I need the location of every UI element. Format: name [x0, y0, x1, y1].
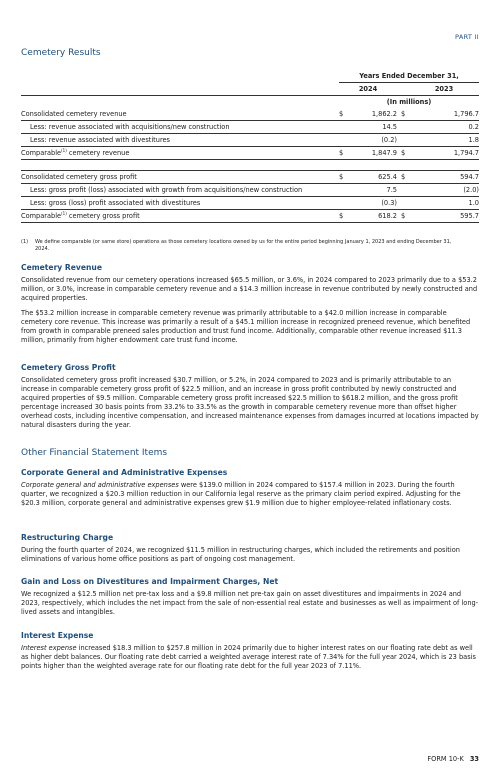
table-row-total: Comparable$^{(1)}$ cemetery revenue $ 1,847.9 $ 1,794.7 [21, 148, 479, 158]
cemetery-gross-profit-section [21, 363, 479, 430]
page-number: 33 [469, 755, 479, 763]
table-row-total: Comparable$^{(1)}$ cemetery gross profit $ 618.2 $ 595.7 [21, 211, 479, 221]
paragraph: We recognized a $12.5 million net pre-tax loss and a $9.8 million net pre-tax gain on asset divestitures and impairments in 2024 and 2023, respectively, which includes the net impact from the sale of non-essential real estate and businesses as well as impairment of long-lived assets and intangibles. [21, 590, 479, 616]
table-row: Less: gross (loss) profit associated with divestitures (0.3) 1.0 [21, 197, 479, 210]
table-header-row [21, 70, 479, 83]
interest-expense-section [21, 631, 479, 671]
form-label: FORM 10-K [427, 755, 464, 763]
col-2024: 2024 [339, 83, 397, 96]
part-label: PART II [455, 33, 479, 41]
paragraph: The $53.2 million increase in comparable cemetery revenue was primarily attributable to a $42.0 million increase in comparable cemetery core revenue. This increase was primarily a result of a $45.1 million increase in recognized preneed revenue, which benefited from growth in comparable preneed sales production and trust fund income. Additionally, comparable other revenue increased $11.3 million, primarily from higher endowment care trust fund income. [21, 309, 471, 344]
table-row: Consolidated cemetery gross profit $ 625.4 $ 594.7 [21, 171, 479, 184]
page-footer [427, 755, 479, 763]
paragraph: Interest expense increased $18.3 million to $257.8 million in 2024 primarily due to higher interest rates on our floating rate debt as well as higher debt balances. Our floating rate debt carried a weighted average interest rate of 7.34% for the full year 2024, which is 23 basis points higher than the weighted average rate for our floating rate debt for the full year 2023 of 7.11%. [21, 644, 476, 670]
footnote-text: We define comparable (or same store) operations as those cemetery locations owned by us for the entire period beginning January 1, 2023 and ending December 31, 2024. [35, 239, 452, 252]
table-row: Less: revenue associated with divestitures (0.2) 1.8 [21, 134, 479, 147]
cemetery-revenue-section [21, 263, 479, 345]
restructuring-section [21, 533, 479, 564]
section-heading: Corporate General and Administrative Expenses [21, 468, 228, 477]
footnote [21, 239, 461, 253]
cemetery-results-title: Cemetery Results [21, 48, 101, 58]
paragraph: Consolidated revenue from our cemetery operations increased $65.5 million, or 3.6%, in 2024 compared to 2023 primarily due to a $53.2 million, or 3.0%, increase in comparable cemetery revenue and a $14.3 million increase in revenue contributed by newly constructed and acquired properties. [21, 276, 478, 302]
table-row: Consolidated cemetery revenue $ 1,862.2 $ 1,796.7 [21, 108, 479, 121]
section-heading: Restructuring Charge [21, 533, 114, 542]
table-spacer [21, 160, 479, 171]
section-heading: Gain and Loss on Divestitures and Impairment Charges, Net [21, 577, 279, 586]
period-header: Years Ended December 31, [339, 70, 479, 83]
section-heading: Cemetery Gross Profit [21, 363, 116, 372]
section-title: Other Financial Statement Items [21, 448, 168, 458]
paragraph: Corporate general and administrative expenses were $139.0 million in 2024 compared to $157.4 million in 2023. During the fourth quarter, we recognized a $20.3 million reduction in our California legal reserve as the primary claim period expired. Adjusting for the $20.3 million, corporate general and administrative expenses grew $1.9 million due to higher employee-related inflationary costs. [21, 481, 461, 507]
other-items-section [21, 448, 479, 458]
section-heading: Cemetery Revenue [21, 263, 102, 272]
table-unit-row [21, 96, 479, 109]
table-row: Less: revenue associated with acquisitions/new construction 14.5 0.2 [21, 121, 479, 134]
cemetery-results-table [21, 70, 479, 223]
ga-expenses-section [21, 468, 479, 508]
section-heading: Interest Expense [21, 631, 94, 640]
divestitures-section [21, 577, 479, 617]
paragraph: During the fourth quarter of 2024, we recognized $11.5 million in restructuring charges, which included the retirements and position eliminations of various home office positions as part of ongoing cost management. [21, 546, 460, 563]
table-year-row [21, 83, 479, 96]
unit-label: (In millions) [386, 98, 432, 106]
paragraph: Consolidated cemetery gross profit increased $30.7 million, or 5.2%, in 2024 compared to 2023 and is primarily attributable to an increase in comparable cemetery gross profit of $22.5 million, and an increase in gross profit contributed by newly constructed and acquired properties of $9.5 million. Comparable cemetery gross profit increased $22.5 million to $618.2 million, and the gross profit percentage increased 30 basis points from 33.2% to 33.5% as the growth in comparable cemetery revenue more than offset higher overhead costs, including incentive compensation, and increased maintenance expenses from damages incurred at locations impacted by natural disasters during the year. [21, 376, 479, 429]
table-row: Less: gross profit (loss) associated with growth from acquisitions/new construction 7.5 (2.0) [21, 184, 479, 197]
col-2023: 2023 [409, 83, 479, 96]
footnote-mark: (1) [21, 239, 29, 245]
